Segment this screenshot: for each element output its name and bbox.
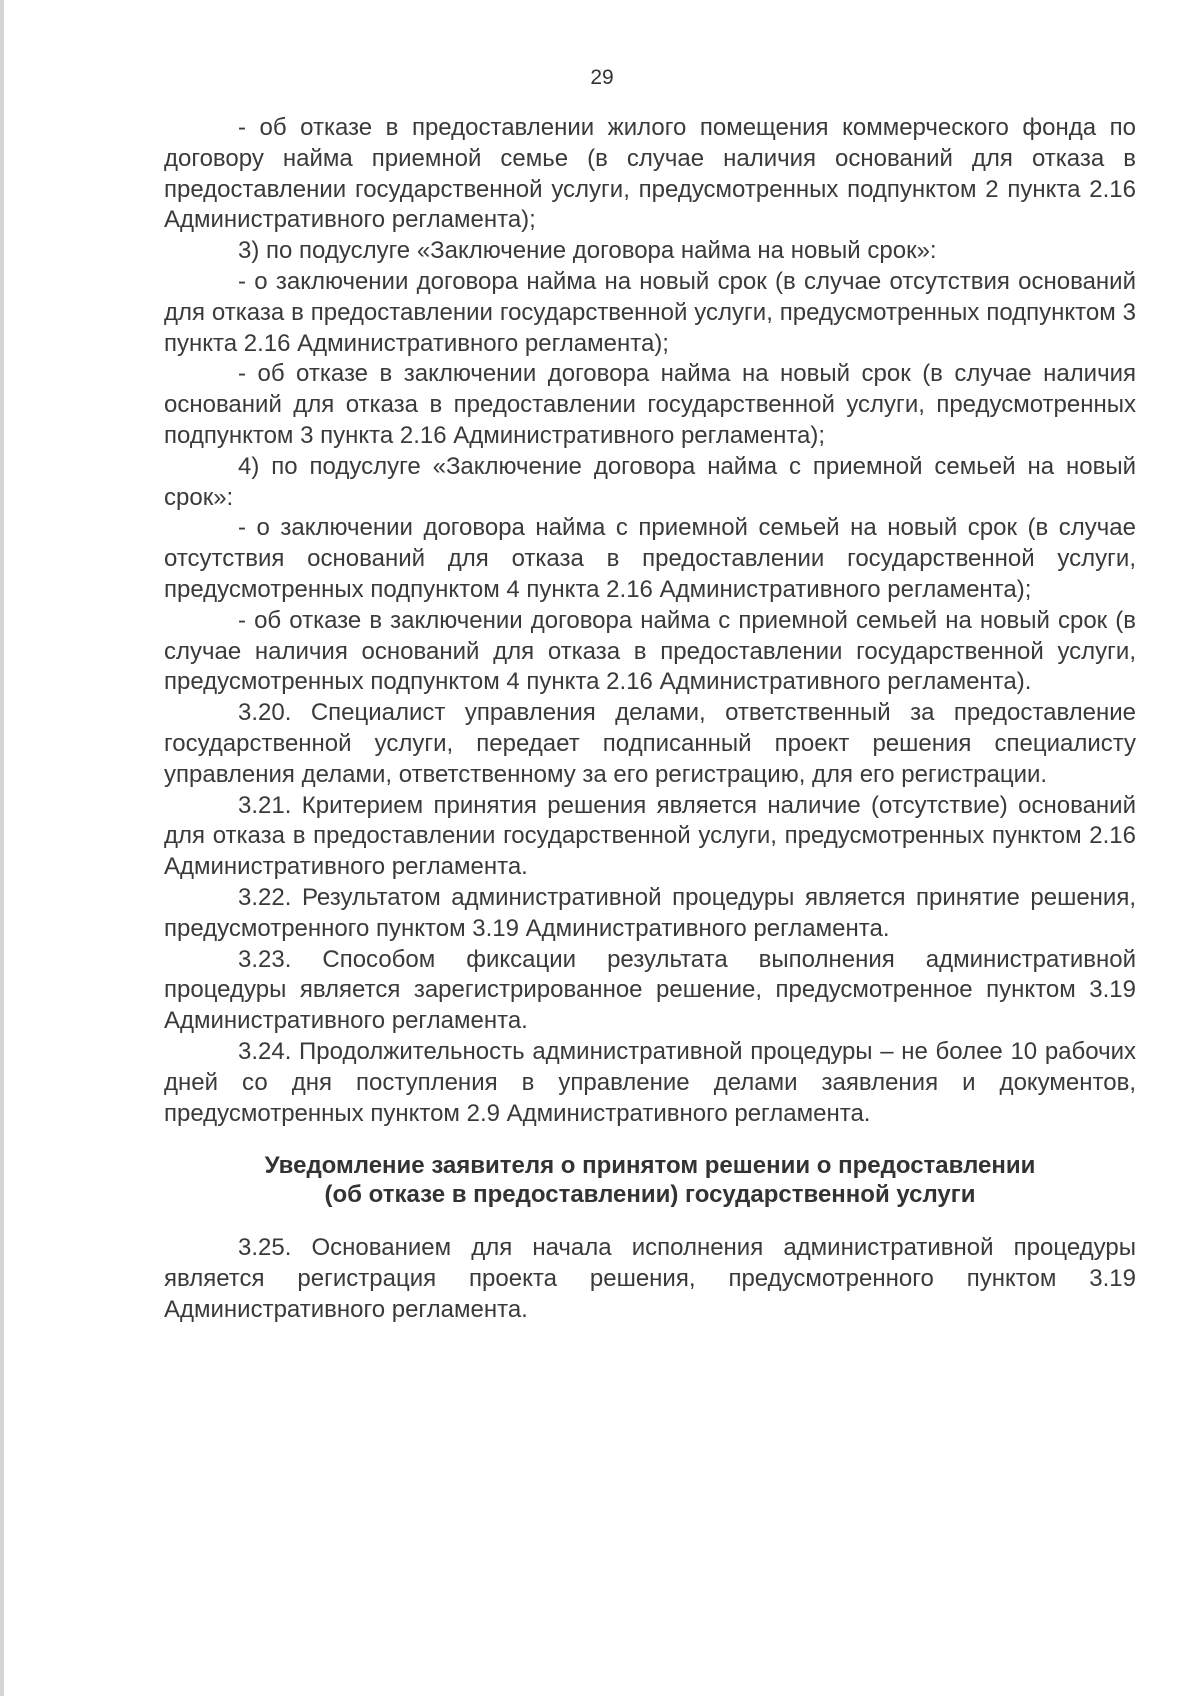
section-heading <box>164 1151 1136 1209</box>
section-heading-line: Уведомление заявителя о принятом решении о предоставлении <box>264 1152 1036 1180</box>
paragraph: 3.21. Критерием принятия решения является наличие (отсутствие) оснований для отказа в предоставлении государственной услуги, предусмотренных пунктом 2.16 Административного регламента. <box>164 791 1136 881</box>
paragraph: 3) по подуслуге «Заключение договора найма на новый срок»: <box>238 237 937 265</box>
paragraph: - о заключении договора найма с приемной семьей на новый срок (в случае отсутствия оснований для отказа в предоставлении государственной услуги, предусмотренных подпунктом 4 пункта 2.16 Административного регламента); <box>164 514 1136 603</box>
section-heading-line: (об отказе в предоставлении) государственной услуги <box>324 1181 976 1209</box>
paragraph: 4) по подуслуге «Заключение договора найма с приемной семьей на новый срок»: <box>164 452 1136 511</box>
document-body <box>164 113 1136 1326</box>
paragraph: - об отказе в предоставлении жилого помещения коммерческого фонда по договору найма приемной семье (в случае наличия оснований для отказа в предоставлении государственной услуги, предусмотренных подпунктом 2 пункта 2.16 Административного регламента); <box>164 114 1136 234</box>
paragraph: - о заключении договора найма на новый срок (в случае отсутствия оснований для отказа в предоставлении государственной услуги, предусмотренных подпунктом 3 пункта 2.16 Административного регламента); <box>164 267 1136 357</box>
page-number: 29 <box>590 66 614 89</box>
paragraph: 3.24. Продолжительность административной процедуры – не более 10 рабочих дней со дня поступления в управление делами заявления и документов, предусмотренных пунктом 2.9 Административного регламента. <box>164 1037 1136 1127</box>
paragraph: 3.22. Результатом административной процедуры является принятие решения, предусмотренного пунктом 3.19 Административного регламента. <box>164 883 1136 942</box>
paragraph: 3.23. Способом фиксации результата выполнения административной процедуры является зарегистрированное решение, предусмотренное пунктом 3.19 Административного регламента. <box>164 945 1136 1035</box>
paragraph: 3.25. Основанием для начала исполнения административной процедуры является регистрация проекта решения, предусмотренного пунктом 3.19 Административного регламента. <box>164 1234 1136 1323</box>
paragraph: - об отказе в заключении договора найма с приемной семьей на новый срок (в случае наличия оснований для отказа в предоставлении государственной услуги, предусмотренных подпунктом 4 пункта 2.16 Административного регламента). <box>164 606 1136 696</box>
paragraph: 3.20. Специалист управления делами, ответственный за предоставление государственной услуги, передает подписанный проект решения специалисту управления делами, ответственному за его регистрацию, для его регистрации. <box>164 699 1136 788</box>
paragraph: - об отказе в заключении договора найма на новый срок (в случае наличия оснований для отказа в предоставлении государственной услуги, предусмотренных подпунктом 3 пункта 2.16 Административного регламента); <box>164 360 1136 449</box>
